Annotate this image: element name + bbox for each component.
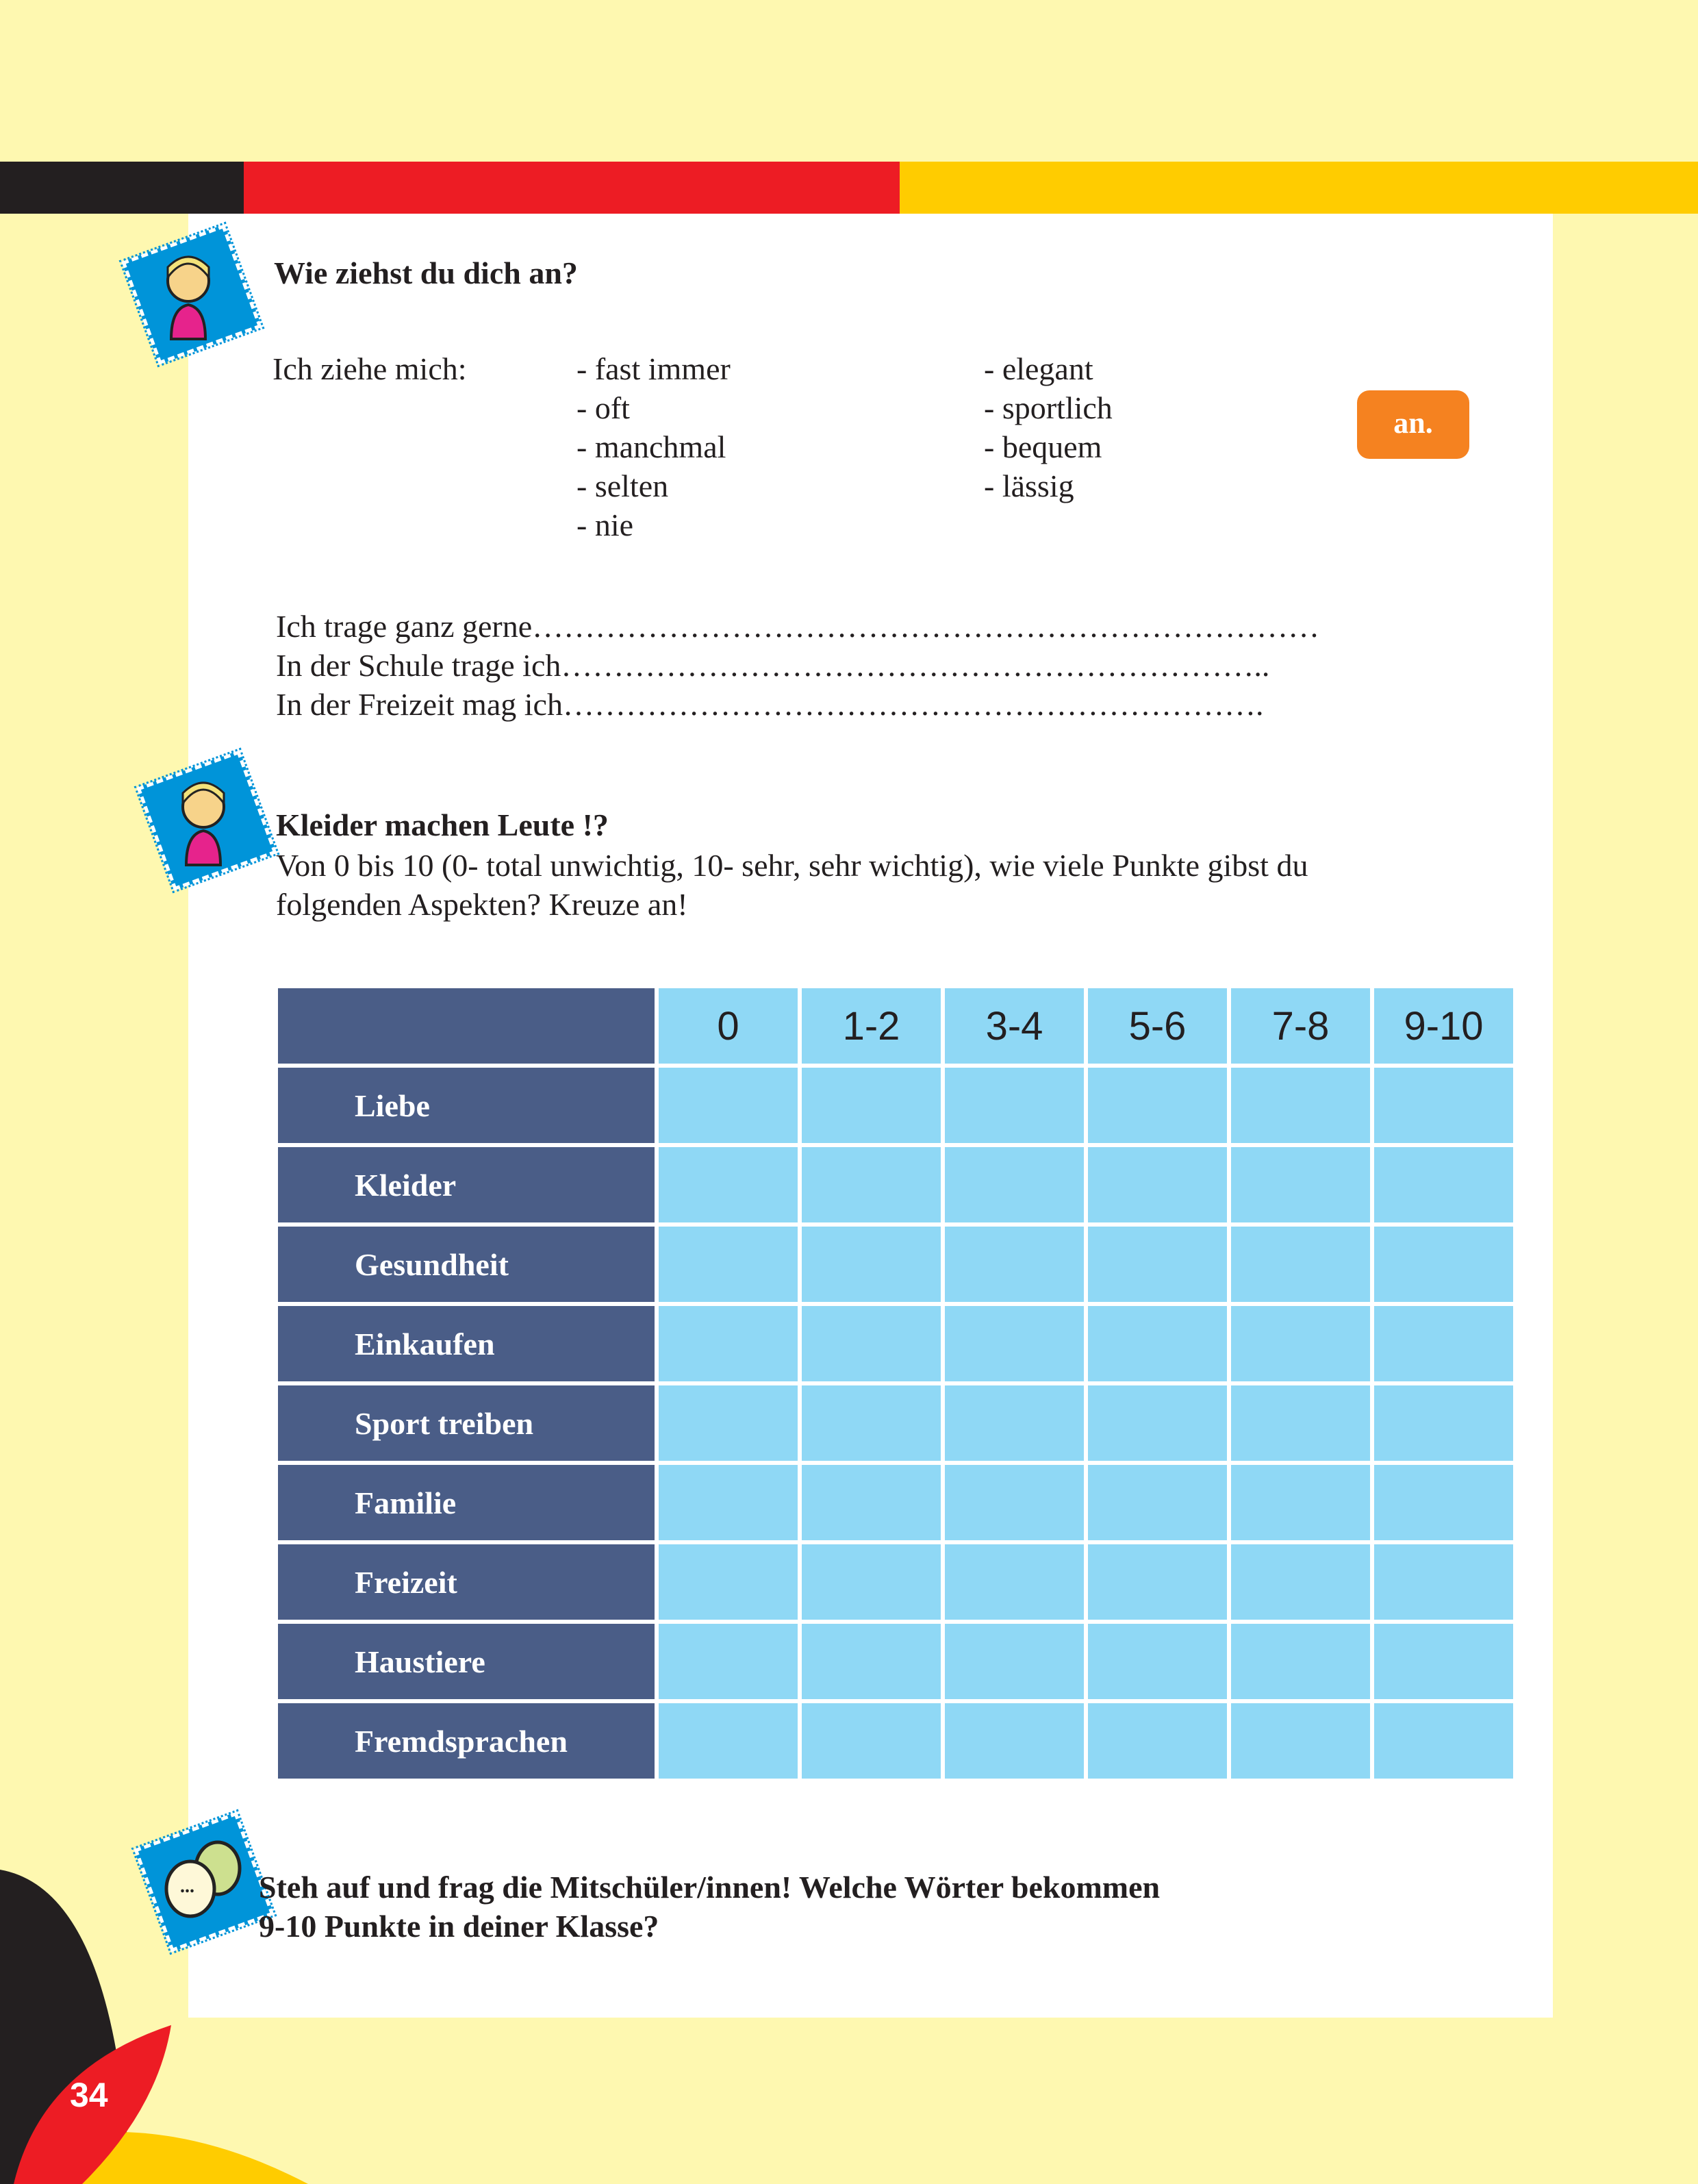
rating-cell[interactable] [1231,1544,1370,1620]
rating-cell[interactable] [945,1624,1084,1699]
list-item: - fast immer [576,351,731,386]
instruction-line: 9-10 Punkte in deiner Klasse? [259,1909,659,1944]
rating-cell[interactable] [945,1147,1084,1222]
rating-cell[interactable] [1088,1068,1227,1143]
style-list [984,349,1113,505]
rating-cell[interactable] [1231,1703,1370,1779]
column-header: 0 [659,988,798,1064]
rating-cell[interactable] [802,1385,941,1461]
rating-cell[interactable] [1088,1227,1227,1302]
rating-cell[interactable] [1088,1544,1227,1620]
rating-cell[interactable] [945,1306,1084,1381]
rating-cell[interactable] [802,1624,941,1699]
table-row [278,1227,1513,1302]
table-row [278,1465,1513,1540]
rating-cell[interactable] [1231,1068,1370,1143]
decorative-circles [0,1849,342,2184]
rating-cell[interactable] [1374,1544,1513,1620]
table-row [278,1624,1513,1699]
stripe-black [0,162,244,214]
column-header: 7-8 [1231,988,1370,1064]
fill-line-freizeit[interactable]: In der Freizeit mag ich…………………………………………………………. [276,687,1264,722]
rating-cell[interactable] [659,1624,798,1699]
row-label: Fremdsprachen [278,1703,655,1779]
rating-cell[interactable] [1231,1385,1370,1461]
table-row [278,1147,1513,1222]
list-item: - oft [576,390,630,425]
rating-cell[interactable] [659,1465,798,1540]
rating-cell[interactable] [1088,1147,1227,1222]
table-row [278,1703,1513,1779]
section1-title: Wie ziehst du dich an? [274,255,578,290]
table-row [278,1544,1513,1620]
rating-cell[interactable] [659,1544,798,1620]
rating-cell[interactable] [945,1703,1084,1779]
stripe-yellow [900,162,1698,214]
rating-cell[interactable] [802,1227,941,1302]
rating-cell[interactable] [1374,1147,1513,1222]
rating-cell[interactable] [659,1306,798,1381]
rating-cell[interactable] [659,1385,798,1461]
rating-cell[interactable] [945,1068,1084,1143]
stripe-red [244,162,900,214]
row-label: Familie [278,1465,655,1540]
row-label: Einkaufen [278,1306,655,1381]
rating-cell[interactable] [1374,1465,1513,1540]
page-number: 34 [70,2076,108,2114]
row-label: Kleider [278,1147,655,1222]
table-row [278,1306,1513,1381]
column-header: 5-6 [1088,988,1227,1064]
section3-instructions [259,1868,1160,1946]
list-item: - elegant [984,351,1093,386]
rating-cell[interactable] [1231,1306,1370,1381]
column-header: 9-10 [1374,988,1513,1064]
rating-cell[interactable] [1231,1465,1370,1540]
rating-cell[interactable] [1374,1385,1513,1461]
table-corner [278,988,655,1064]
table-row [278,1385,1513,1461]
rating-cell[interactable] [1231,1227,1370,1302]
intro-label: Ich ziehe mich: [273,351,467,386]
rating-cell[interactable] [802,1544,941,1620]
instruction-line: Steh auf und frag die Mitschüler/innen! Welche Wörter bekommen [259,1870,1161,1905]
rating-cell[interactable] [1231,1624,1370,1699]
rating-cell[interactable] [802,1465,941,1540]
rating-cell[interactable] [945,1465,1084,1540]
row-label: Freizeit [278,1544,655,1620]
rating-cell[interactable] [1374,1227,1513,1302]
fill-line-gerne[interactable]: Ich trage ganz gerne………………………………………………………………… [276,609,1320,644]
rating-cell[interactable] [659,1147,798,1222]
fill-in-lines [276,607,1319,724]
svg-text:...: ... [180,1876,194,1897]
rating-cell[interactable] [802,1306,941,1381]
girl-speaking-icon [136,750,277,890]
list-item: - lässig [984,468,1074,503]
rating-cell[interactable] [1088,1624,1227,1699]
list-item: - nie [576,507,634,542]
table-row [278,1068,1513,1143]
rating-cell[interactable] [945,1385,1084,1461]
rating-cell[interactable] [1231,1147,1370,1222]
rating-cell[interactable] [1088,1703,1227,1779]
frequency-list [576,349,731,544]
rating-cell[interactable] [802,1703,941,1779]
rating-cell[interactable] [802,1147,941,1222]
rating-cell[interactable] [1088,1465,1227,1540]
section2-title: Kleider machen Leute !? [276,807,609,842]
rating-cell[interactable] [945,1227,1084,1302]
instruction-line: Von 0 bis 10 (0- total unwichtig, 10- sehr, sehr wichtig), wie viele Punkte gibst du [276,848,1308,883]
girl-speaking-icon [121,224,262,364]
rating-cell[interactable] [1374,1624,1513,1699]
an-badge: an. [1357,390,1469,459]
rating-cell[interactable] [659,1227,798,1302]
list-item: - selten [576,468,669,503]
rating-cell[interactable] [1374,1306,1513,1381]
rating-cell[interactable] [1088,1385,1227,1461]
rating-cell[interactable] [802,1068,941,1143]
rating-table [274,984,1517,1783]
rating-cell[interactable] [1374,1703,1513,1779]
column-header: 3-4 [945,988,1084,1064]
rating-cell[interactable] [659,1068,798,1143]
list-item: - manchmal [576,429,726,464]
list-item: - sportlich [984,390,1113,425]
rating-cell[interactable] [659,1703,798,1779]
instruction-line: folgenden Aspekten? Kreuze an! [276,887,688,922]
column-header: 1-2 [802,988,941,1064]
rating-cell[interactable] [945,1544,1084,1620]
row-label: Liebe [278,1068,655,1143]
row-label: Haustiere [278,1624,655,1699]
row-label: Gesundheit [278,1227,655,1302]
list-item: - bequem [984,429,1102,464]
fill-line-schule[interactable]: In der Schule trage ich………………………………………………………….. [276,648,1270,683]
rating-cell[interactable] [1088,1306,1227,1381]
section2-instructions [276,846,1308,924]
rating-cell[interactable] [1374,1068,1513,1143]
row-label: Sport treiben [278,1385,655,1461]
